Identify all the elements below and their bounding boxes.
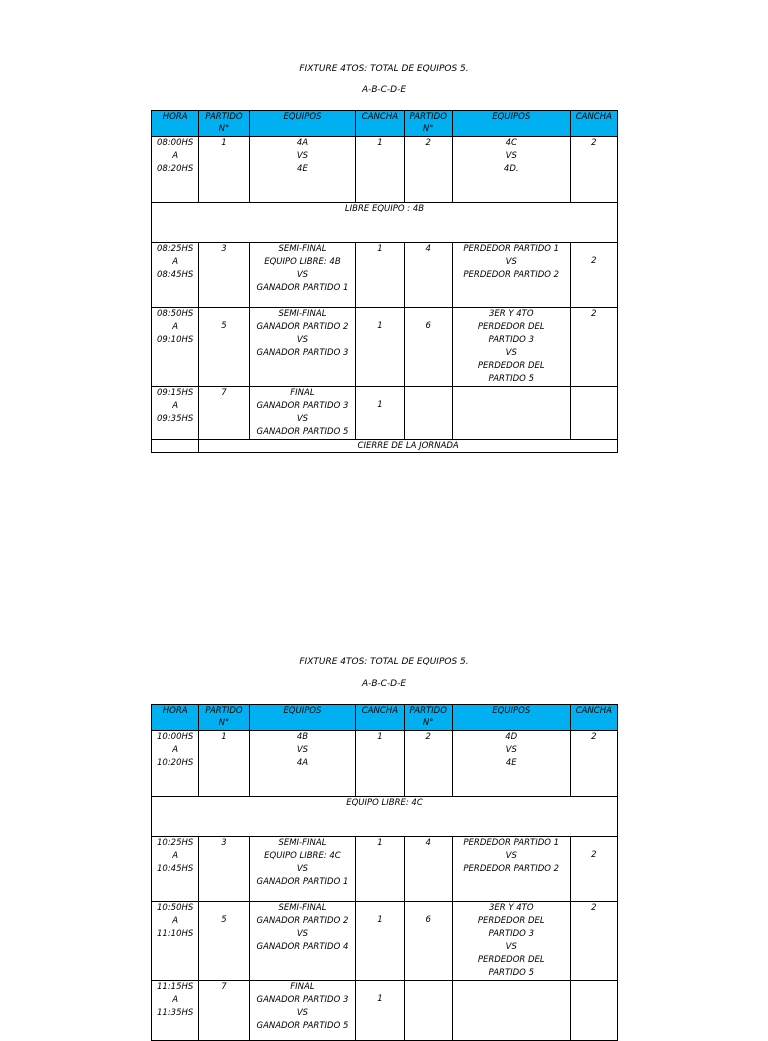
hora-start: 10:25HS bbox=[157, 838, 194, 848]
cancha-cell: 1 bbox=[356, 137, 404, 203]
hora-end: 09:35HS bbox=[157, 414, 194, 424]
equipo-line: 4E bbox=[505, 758, 517, 768]
equipo-line: VS bbox=[296, 151, 309, 161]
equipo-line: VS bbox=[505, 151, 517, 161]
equipo-line: PARTIDO 5 bbox=[488, 968, 534, 978]
hora-start: 11:15HS bbox=[157, 982, 194, 992]
partido-cell: 3 bbox=[199, 243, 249, 308]
equipo-line: VS bbox=[296, 745, 309, 755]
equipo-line: PERDEDOR PARTIDO 2 bbox=[463, 864, 560, 874]
table-row bbox=[152, 731, 618, 797]
equipos-cell bbox=[452, 243, 570, 308]
partido-cell: 7 bbox=[199, 387, 249, 440]
partido-cell bbox=[404, 387, 452, 440]
equipo-line: VS bbox=[296, 929, 309, 939]
equipo-line: VS bbox=[505, 348, 517, 358]
cancha-cell bbox=[570, 387, 617, 440]
equipo-line: 4B bbox=[296, 732, 309, 742]
partido-cell: 5 bbox=[199, 308, 249, 387]
hora-start: 08:50HS bbox=[157, 309, 194, 319]
equipo-line: PERDEDOR PARTIDO 1 bbox=[463, 838, 560, 848]
equipos-cell bbox=[452, 902, 570, 981]
equipos-cell bbox=[249, 837, 356, 902]
header-hora: HORA bbox=[152, 111, 199, 137]
hora-cell bbox=[152, 308, 199, 387]
equipo-line: PARTIDO 5 bbox=[488, 374, 534, 384]
header-cancha: CANCHA bbox=[356, 111, 404, 137]
header-equipos: EQUIPOS bbox=[452, 705, 570, 731]
equipo-line: PERDEDOR DEL bbox=[477, 916, 545, 926]
hora-sep: A bbox=[172, 745, 179, 755]
hora-sep: A bbox=[172, 322, 179, 332]
equipos-cell bbox=[452, 837, 570, 902]
table-row bbox=[152, 837, 618, 902]
equipo-line: SEMI-FINAL bbox=[278, 244, 327, 254]
hora-sep: A bbox=[172, 401, 179, 411]
header-cancha: CANCHA bbox=[570, 705, 617, 731]
hora-sep: A bbox=[172, 851, 179, 861]
equipos-cell bbox=[249, 308, 356, 387]
equipos-cell bbox=[452, 137, 570, 203]
hora-sep: A bbox=[172, 151, 179, 161]
hora-start: 08:25HS bbox=[157, 244, 194, 254]
header-hora: HORA bbox=[152, 705, 199, 731]
hora-cell bbox=[152, 981, 199, 1041]
cancha-cell: 1 bbox=[356, 902, 404, 981]
equipos-cell bbox=[249, 902, 356, 981]
partido-cell: 2 bbox=[404, 731, 452, 797]
partido-cell: 7 bbox=[199, 981, 249, 1041]
table-row bbox=[152, 387, 618, 440]
equipo-line: PERDEDOR DEL bbox=[477, 322, 545, 332]
equipo-line: VS bbox=[505, 745, 517, 755]
equipo-line: GANADOR PARTIDO 5 bbox=[256, 427, 349, 437]
hora-start: 08:00HS bbox=[157, 138, 194, 148]
equipo-line: VS bbox=[296, 864, 309, 874]
hora-sep: A bbox=[172, 257, 179, 267]
equipos-cell bbox=[452, 308, 570, 387]
cierre-jornada: CIERRE DE LA JORNADA bbox=[199, 440, 618, 453]
empty-cell bbox=[152, 440, 199, 453]
equipo-line: FINAL bbox=[290, 982, 315, 992]
equipo-line: 4A bbox=[296, 138, 309, 148]
fixture-title: FIXTURE 4TOS: TOTAL DE EQUIPOS 5. bbox=[299, 64, 469, 74]
cancha-cell: 2 bbox=[570, 308, 617, 387]
fixture-title: FIXTURE 4TOS: TOTAL DE EQUIPOS 5. bbox=[299, 657, 469, 667]
hora-start: 10:00HS bbox=[157, 732, 194, 742]
libre-row bbox=[152, 203, 618, 243]
equipo-line: PARTIDO 3 bbox=[488, 929, 534, 939]
fixture-subtitle: A-B-C-D-E bbox=[361, 85, 407, 95]
equipo-line: GANADOR PARTIDO 2 bbox=[256, 322, 349, 332]
equipo-line: SEMI-FINAL bbox=[278, 838, 327, 848]
libre-row bbox=[152, 797, 618, 837]
equipo-line: GANADOR PARTIDO 1 bbox=[256, 877, 349, 887]
header-equipos: EQUIPOS bbox=[249, 705, 356, 731]
equipo-line: 3ER Y 4TO bbox=[488, 903, 534, 913]
header-equipos: EQUIPOS bbox=[249, 111, 356, 137]
equipo-line: FINAL bbox=[290, 388, 315, 398]
equipo-line: PARTIDO 3 bbox=[488, 335, 534, 345]
cancha-cell: 2 bbox=[570, 243, 617, 308]
partido-cell: 6 bbox=[404, 902, 452, 981]
hora-end: 09:10HS bbox=[157, 335, 194, 345]
cancha-cell: 1 bbox=[356, 243, 404, 308]
equipos-cell bbox=[249, 981, 356, 1041]
equipo-line: 3ER Y 4TO bbox=[488, 309, 534, 319]
equipo-line: PERDEDOR PARTIDO 1 bbox=[463, 244, 560, 254]
cancha-cell: 1 bbox=[356, 981, 404, 1041]
partido-cell: 2 bbox=[404, 137, 452, 203]
header-partido: PARTIDO N° bbox=[404, 705, 452, 731]
cancha-cell: 2 bbox=[570, 902, 617, 981]
header-equipos: EQUIPOS bbox=[452, 111, 570, 137]
equipos-cell bbox=[452, 387, 570, 440]
equipo-line: EQUIPO LIBRE: 4C bbox=[264, 851, 341, 861]
equipo-line: GANADOR PARTIDO 2 bbox=[256, 916, 349, 926]
hora-cell bbox=[152, 731, 199, 797]
equipo-line: VS bbox=[505, 257, 517, 267]
cancha-cell: 1 bbox=[356, 387, 404, 440]
table-row bbox=[152, 137, 618, 203]
partido-cell: 6 bbox=[404, 308, 452, 387]
header-cancha: CANCHA bbox=[570, 111, 617, 137]
equipos-cell bbox=[249, 387, 356, 440]
equipos-cell bbox=[452, 731, 570, 797]
partido-cell: 1 bbox=[199, 731, 249, 797]
partido-cell: 4 bbox=[404, 243, 452, 308]
fixture-subtitle: A-B-C-D-E bbox=[361, 679, 407, 689]
header-partido: PARTIDO N° bbox=[199, 705, 249, 731]
table-row bbox=[152, 308, 618, 387]
table-row bbox=[152, 243, 618, 308]
equipo-line: VS bbox=[296, 335, 309, 345]
partido-cell: 1 bbox=[199, 137, 249, 203]
equipo-line: GANADOR PARTIDO 3 bbox=[256, 995, 349, 1005]
hora-end: 10:20HS bbox=[157, 758, 194, 768]
equipo-line: GANADOR PARTIDO 1 bbox=[256, 283, 349, 293]
table-row bbox=[152, 902, 618, 981]
equipo-line: VS bbox=[296, 414, 309, 424]
equipos-cell bbox=[249, 731, 356, 797]
hora-start: 09:15HS bbox=[157, 388, 194, 398]
equipo-line: VS bbox=[505, 942, 517, 952]
cancha-cell: 1 bbox=[356, 837, 404, 902]
cierre-row bbox=[152, 440, 618, 453]
hora-sep: A bbox=[172, 995, 179, 1005]
partido-cell: 3 bbox=[199, 837, 249, 902]
equipo-line: 4D bbox=[505, 732, 518, 742]
equipo-line: 4A bbox=[296, 758, 309, 768]
hora-start: 10:50HS bbox=[157, 903, 194, 913]
equipos-cell bbox=[249, 243, 356, 308]
table-header-row bbox=[152, 111, 618, 137]
equipo-line: SEMI-FINAL bbox=[278, 903, 327, 913]
cancha-cell: 1 bbox=[356, 308, 404, 387]
header-partido: PARTIDO N° bbox=[199, 111, 249, 137]
fixture-table bbox=[151, 110, 618, 453]
hora-end: 08:20HS bbox=[157, 164, 194, 174]
equipo-line: VS bbox=[296, 1008, 309, 1018]
partido-cell: 4 bbox=[404, 837, 452, 902]
table-header-row bbox=[152, 705, 618, 731]
hora-end: 10:45HS bbox=[157, 864, 194, 874]
equipo-line: GANADOR PARTIDO 4 bbox=[256, 942, 349, 952]
equipo-line: PERDEDOR DEL bbox=[477, 361, 545, 371]
equipo-line: GANADOR PARTIDO 3 bbox=[256, 348, 349, 358]
libre-equipo: EQUIPO LIBRE: 4C bbox=[152, 797, 618, 837]
fixture-table bbox=[151, 704, 618, 1041]
equipo-line: EQUIPO LIBRE: 4B bbox=[264, 257, 341, 267]
hora-end: 08:45HS bbox=[157, 270, 194, 280]
equipo-line: VS bbox=[296, 270, 309, 280]
hora-cell bbox=[152, 387, 199, 440]
hora-cell bbox=[152, 243, 199, 308]
header-partido: PARTIDO N° bbox=[404, 111, 452, 137]
equipo-line: GANADOR PARTIDO 3 bbox=[256, 401, 349, 411]
hora-cell bbox=[152, 902, 199, 981]
equipo-line: 4D. bbox=[503, 164, 519, 174]
equipo-line: GANADOR PARTIDO 5 bbox=[256, 1021, 349, 1031]
header-cancha: CANCHA bbox=[356, 705, 404, 731]
cancha-cell: 2 bbox=[570, 837, 617, 902]
hora-cell bbox=[152, 137, 199, 203]
equipos-cell bbox=[249, 137, 356, 203]
equipo-line: PERDEDOR DEL bbox=[477, 955, 545, 965]
hora-cell bbox=[152, 837, 199, 902]
cancha-cell: 1 bbox=[356, 731, 404, 797]
equipo-line: VS bbox=[505, 851, 517, 861]
equipo-line: SEMI-FINAL bbox=[278, 309, 327, 319]
partido-cell: 5 bbox=[199, 902, 249, 981]
equipo-line: PERDEDOR PARTIDO 2 bbox=[463, 270, 560, 280]
table-row bbox=[152, 981, 618, 1041]
cancha-cell: 2 bbox=[570, 731, 617, 797]
equipo-line: 4E bbox=[297, 164, 308, 174]
partido-cell bbox=[404, 981, 452, 1041]
hora-end: 11:35HS bbox=[157, 1008, 194, 1018]
cancha-cell bbox=[570, 981, 617, 1041]
libre-equipo: LIBRE EQUIPO : 4B bbox=[152, 203, 618, 243]
equipos-cell bbox=[452, 981, 570, 1041]
cancha-cell: 2 bbox=[570, 137, 617, 203]
hora-end: 11:10HS bbox=[157, 929, 194, 939]
equipo-line: 4C bbox=[505, 138, 517, 148]
hora-sep: A bbox=[172, 916, 179, 926]
